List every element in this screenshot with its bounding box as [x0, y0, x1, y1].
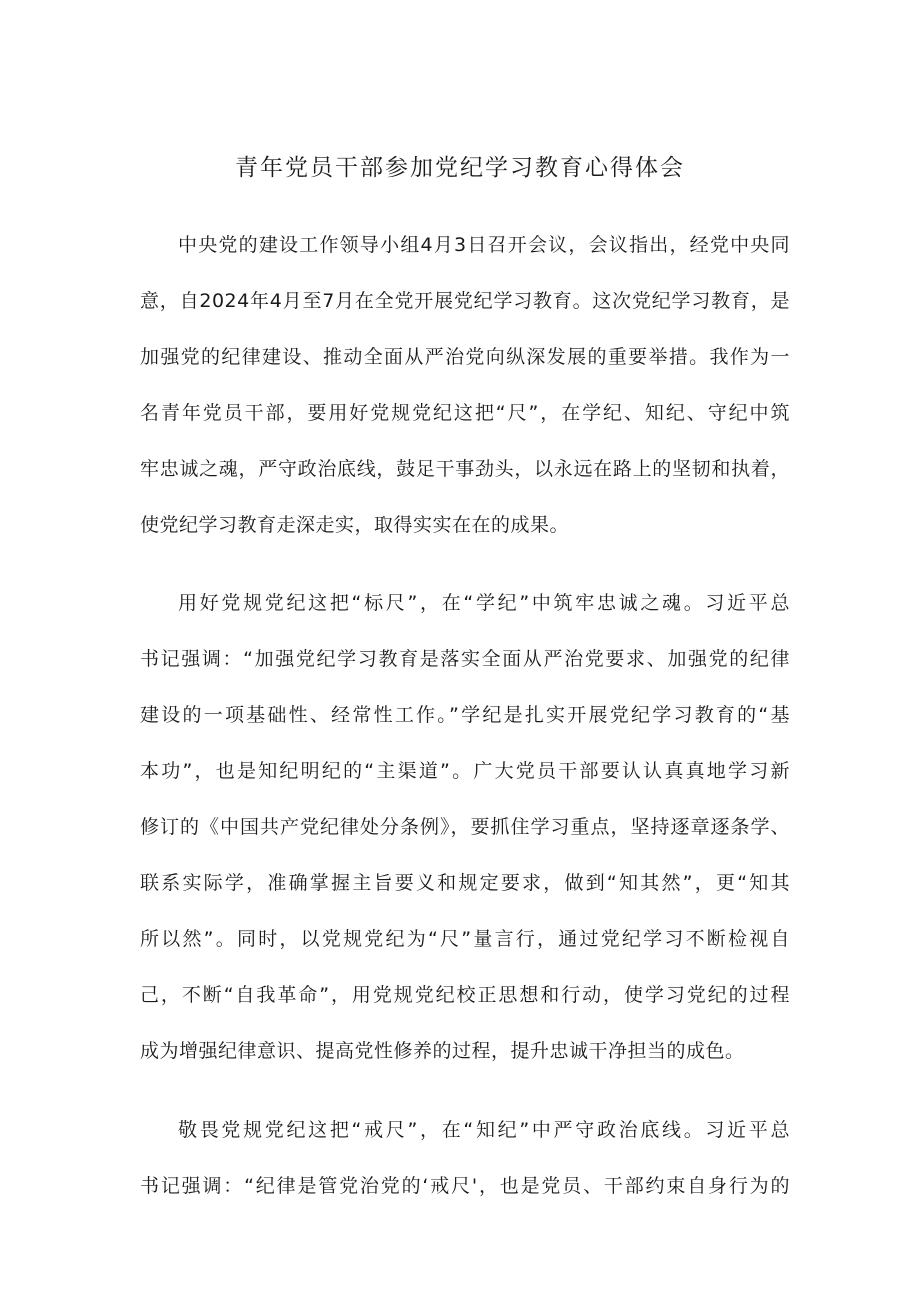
paragraph-2-line-6: 联系实际学，准确掌握主旨要义和规定要求，做到“知其然”，更“知其	[140, 872, 790, 894]
paragraph-2-line-8: 己，不断“自我革命”，用党规党纪校正思想和行动，使学习党纪的过程	[140, 984, 790, 1006]
paragraph-1-line-4: 名青年党员干部，要用好党规党纪这把“尺”，在学纪、知纪、守纪中筑	[140, 402, 790, 424]
paragraph-1-line-6: 使党纪学习教育走深走实，取得实实在在的成果。	[140, 514, 570, 536]
paragraph-1-line-1: 中央党的建设工作领导小组4月3日召开会议，会议指出，经党中央同	[178, 234, 790, 256]
paragraph-2-line-4: 本功”，也是知纪明纪的“主渠道”。广大党员干部要认认真真地学习新	[140, 760, 790, 782]
paragraph-2-line-3: 建设的一项基础性、经常性工作。”学纪是扎实开展党纪学习教育的“基	[140, 704, 790, 726]
paragraph-2-line-9: 成为增强纪律意识、提高党性修养的过程，提升忠诚干净担当的成色。	[140, 1040, 745, 1062]
paragraph-2-line-2: 书记强调：“加强党纪学习教育是落实全面从严治党要求、加强党的纪律	[140, 648, 790, 670]
paragraph-1-line-2: 意，自2024年4月至7月在全党开展党纪学习教育。这次党纪学习教育，是	[140, 290, 790, 312]
paragraph-1-line-3: 加强党的纪律建设、推动全面从严治党向纵深发展的重要举措。我作为一	[140, 346, 790, 368]
paragraph-2-line-5: 修订的《中国共产党纪律处分条例》，要抓住学习重点，坚持逐章逐条学、	[140, 816, 790, 838]
paragraph-3-line-2: 书记强调：“纪律是管党治党的‘戒尺'，也是党员、干部约束自身行为的	[140, 1175, 790, 1197]
paragraph-2-line-7: 所以然”。同时，以党规党纪为“尺”量言行，通过党纪学习不断检视自	[140, 928, 790, 950]
document-title: 青年党员干部参加党纪学习教育心得体会	[235, 155, 685, 181]
paragraph-3-line-1: 敬畏党规党纪这把“戒尺”，在“知纪”中严守政治底线。习近平总	[178, 1119, 790, 1141]
paragraph-2-line-1: 用好党规党纪这把“标尺”，在“学纪”中筑牢忠诚之魂。习近平总	[178, 592, 790, 614]
paragraph-1-line-5: 牢忠诚之魂，严守政治底线，鼓足干事劲头，以永远在路上的坚韧和执着，	[140, 458, 790, 480]
